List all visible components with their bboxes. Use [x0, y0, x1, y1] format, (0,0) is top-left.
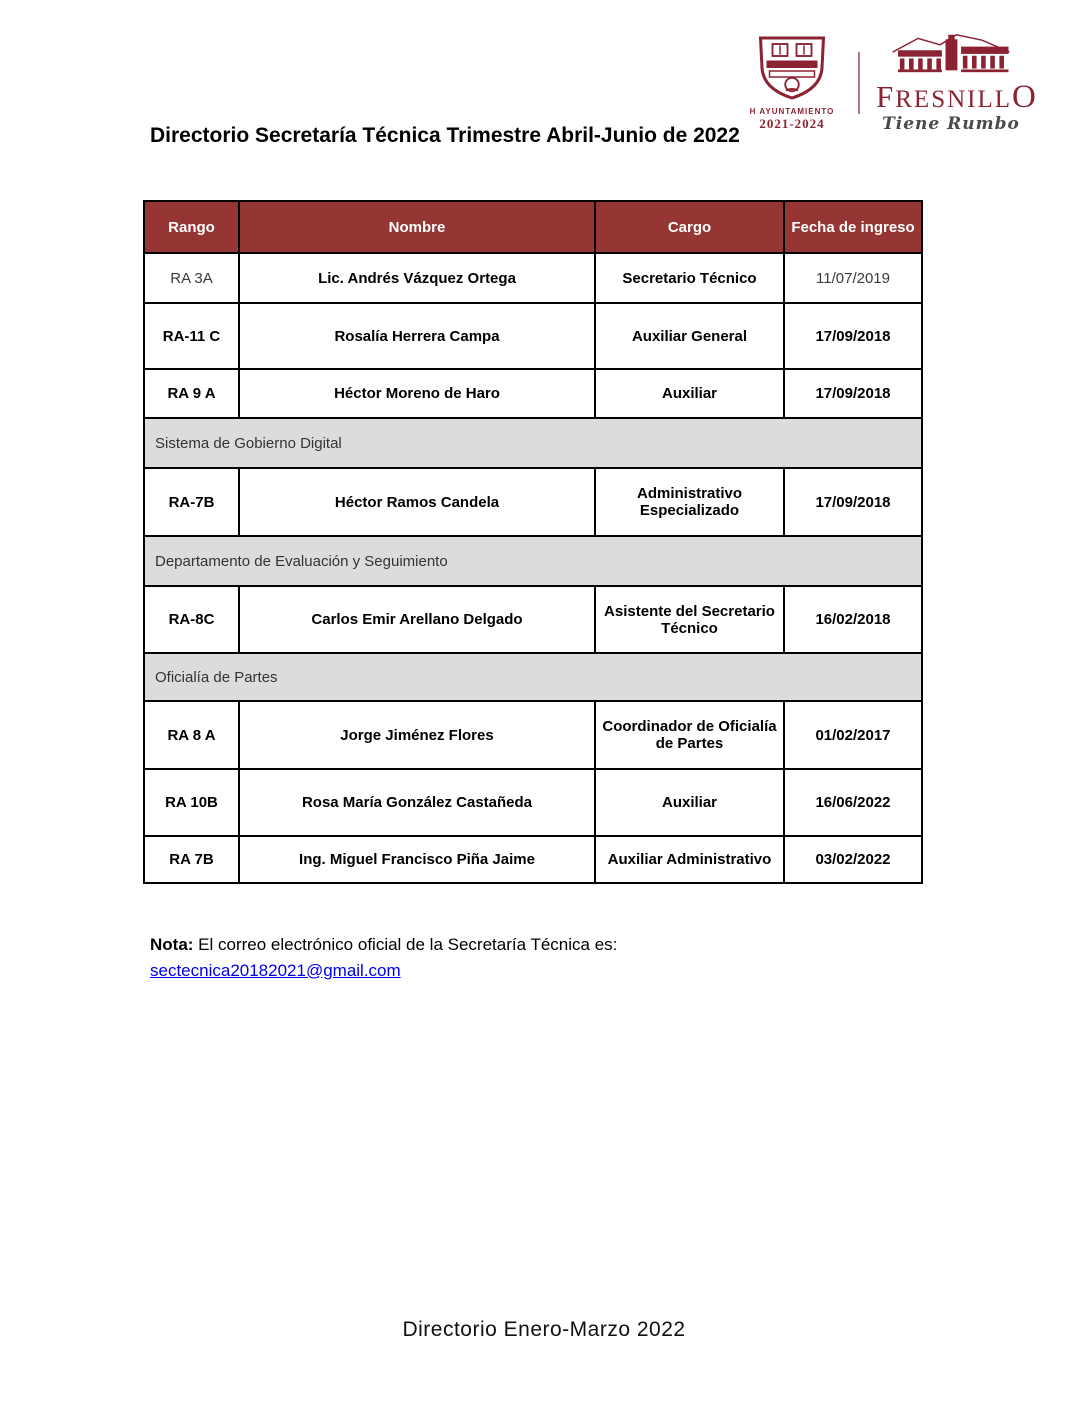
- table-row: [144, 769, 922, 836]
- cell-nombre: Héctor Ramos Candela: [239, 468, 595, 536]
- cell-fecha: 16/02/2018: [784, 586, 922, 653]
- section-row: [144, 536, 922, 586]
- cell-rango: RA-11 C: [144, 303, 239, 369]
- header-logo: [742, 32, 1038, 134]
- column-header: Cargo: [595, 201, 784, 253]
- cell-cargo: Auxiliar General: [595, 303, 784, 369]
- directory-table: [143, 200, 923, 884]
- cell-rango: RA 9 A: [144, 369, 239, 418]
- cell-nombre: Rosa María González Castañeda: [239, 769, 595, 836]
- cell-cargo: Coordinador de Oficialía de Partes: [595, 701, 784, 769]
- cell-cargo: Auxiliar: [595, 769, 784, 836]
- cell-rango: RA 10B: [144, 769, 239, 836]
- cell-rango: RA-7B: [144, 468, 239, 536]
- shield-crest-icon: [754, 35, 830, 101]
- cell-fecha: 17/09/2018: [784, 303, 922, 369]
- column-header: Fecha de ingreso: [784, 201, 922, 253]
- cell-nombre: Rosalía Herrera Campa: [239, 303, 595, 369]
- column-header: Nombre: [239, 201, 595, 253]
- cell-fecha: 16/06/2022: [784, 769, 922, 836]
- cell-fecha: 01/02/2017: [784, 701, 922, 769]
- logo-divider: [858, 52, 860, 114]
- cell-fecha: 17/09/2018: [784, 369, 922, 418]
- page-footer: Directorio Enero-Marzo 2022: [402, 1318, 686, 1341]
- crest-caption-line1: H AYUNTAMIENTO: [749, 106, 835, 116]
- section-label: Departamento de Evaluación y Seguimiento: [144, 536, 922, 586]
- cell-rango: RA 8 A: [144, 701, 239, 769]
- crest-block: [742, 35, 842, 132]
- building-icon: [885, 32, 1017, 74]
- cell-rango: RA 7B: [144, 836, 239, 883]
- section-row: [144, 418, 922, 468]
- page-title: Directorio Secretaría Técnica Trimestre Abril-Junio de 2022: [150, 124, 740, 147]
- section-label: Oficialía de Partes: [144, 653, 922, 701]
- cell-fecha: 11/07/2019: [784, 253, 922, 303]
- column-header: Rango: [144, 201, 239, 253]
- crest-caption-line2: 2021-2024: [759, 115, 825, 131]
- cell-cargo: Asistente del Secretario Técnico: [595, 586, 784, 653]
- cell-rango: RA 3A: [144, 253, 239, 303]
- cell-fecha: 17/09/2018: [784, 468, 922, 536]
- brand-name: FRESNILLO: [876, 79, 1038, 115]
- cell-nombre: Héctor Moreno de Haro: [239, 369, 595, 418]
- cell-nombre: Ing. Miguel Francisco Piña Jaime: [239, 836, 595, 883]
- cell-rango: RA-8C: [144, 586, 239, 653]
- table-row: [144, 369, 922, 418]
- table-row: [144, 701, 922, 769]
- brand-block: [876, 32, 1038, 134]
- table-header-row: [144, 201, 922, 253]
- table-row: [144, 586, 922, 653]
- cell-cargo: Administrativo Especializado: [595, 468, 784, 536]
- brand-tagline: Tiene Rumbo: [882, 114, 1020, 134]
- note-label: Nota:: [150, 935, 194, 954]
- table-row: [144, 303, 922, 369]
- table-row: [144, 468, 922, 536]
- section-label: Sistema de Gobierno Digital: [144, 418, 922, 468]
- note: [150, 932, 617, 983]
- cell-cargo: Auxiliar Administrativo: [595, 836, 784, 883]
- cell-nombre: Carlos Emir Arellano Delgado: [239, 586, 595, 653]
- section-row: [144, 653, 922, 701]
- cell-cargo: Auxiliar: [595, 369, 784, 418]
- table-row: [144, 836, 922, 883]
- note-text: El correo electrónico oficial de la Secretaría Técnica es:: [193, 935, 618, 954]
- cell-nombre: Jorge Jiménez Flores: [239, 701, 595, 769]
- cell-fecha: 03/02/2022: [784, 836, 922, 883]
- table-row: [144, 253, 922, 303]
- cell-nombre: Lic. Andrés Vázquez Ortega: [239, 253, 595, 303]
- cell-cargo: Secretario Técnico: [595, 253, 784, 303]
- email-link[interactable]: sectecnica20182021@gmail.com: [150, 960, 401, 980]
